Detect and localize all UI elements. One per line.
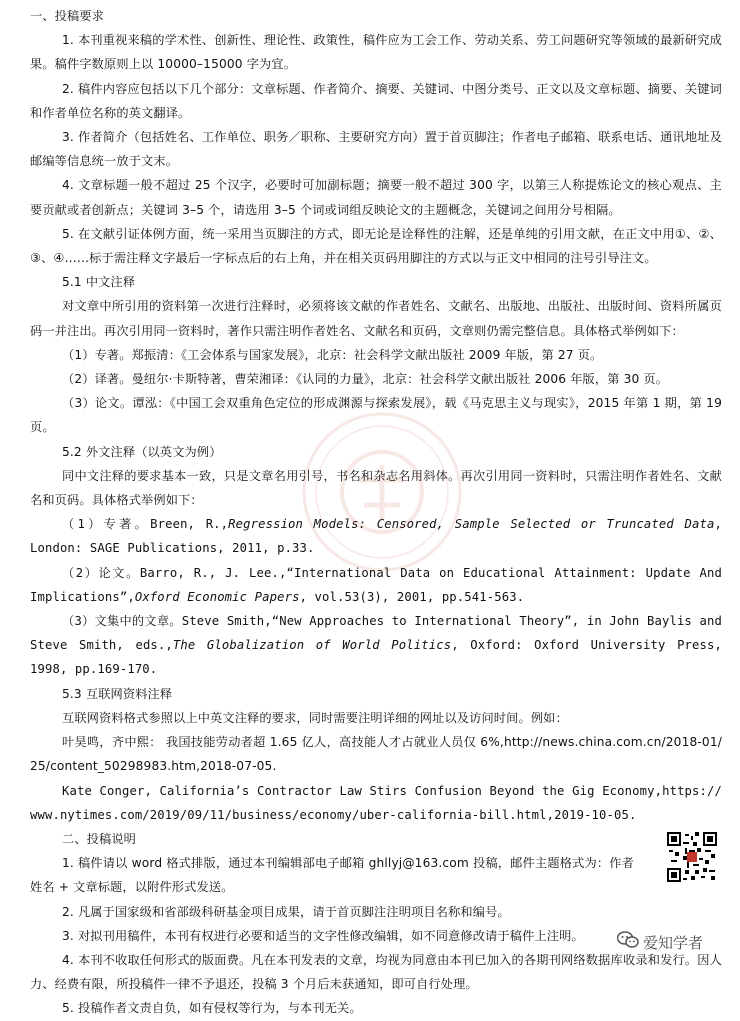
example-en-3-title: The Globalization of World Politics [172,638,452,653]
paragraph-5-3: 互联网资料格式参照以上中英文注释的要求，同时需要注明详细的网址以及访问时间。例如： [62,710,568,725]
subheading-5-2: 5.2 外文注释（以英文为例） [62,444,222,459]
paragraph-2-1: 1. 稿件请以 word 格式排版，通过本刊编辑部电子邮箱 ghllyj@163.com 投稿，邮件主题格式为：作者姓名 + 文章标题，以附件形式发送。 [30,856,634,895]
example-zh-1: （1）专著。郑振清：《工会体系与国家发展》，北京：社会科学文献出版社 2009 年版，第 27 页。 [62,347,603,362]
paragraph-5: 5. 在文献引证体例方面，统一采用当页脚注的方式，即无论是诠释性的注解，还是单纯的引用文献，在正文中用①、②、③、④……标于需注释文字最后一字标点后的右上角，并在相关页码用脚注的方式以与正文中相同的注号引导注文。 [30,226,722,266]
example-en-2-b: , vol.53(3), 2001, pp.541-563. [299,589,525,604]
paragraph-2-2: 2. 凡属于国家级和省部级科研基金项目成果，请于首页脚注注明项目名称和编号。 [62,904,510,919]
example-en-3-b: , Oxford: Oxford University Press, 1998, pp.169-170. [30,638,722,677]
example-web-2: Kate Conger, California’s Contractor Law Stirs Confusion Beyond the Gig Economy,https://www.nytimes.com/2019/09/11/business/economy/uber-california-bill.html,2019-10-05. [30,783,722,822]
paragraph-5-2: 同中文注释的要求基本一致，只是文章名用引号，书名和杂志名用斜体。再次引用同一资料时，只需注明作者姓名、文献名和页码。具体格式举例如下： [30,468,722,508]
wechat-account-name: 爱知学者 [643,933,704,952]
paragraph-2-5: 5. 投稿作者文责自负，如有侵权等行为，与本刊无关。 [62,1001,362,1016]
example-en-1-title: Regression Models: Censored, Sample Selected or Truncated Data [228,517,715,532]
subheading-5-1: 5.1 中文注释 [62,275,136,290]
example-zh-3: （3）论文。谭泓：《中国工会双重角色定位的形成渊源与探索发展》，载《马克思主义与现实》，2015 年第 1 期，第 19 页。 [30,396,722,435]
paragraph-1: 1. 本刊重视来稿的学术性、创新性、理论性、政策性，稿件应为工会工作、劳动关系、劳工问题研究等领域的最新研究成果。稿件字数原则上以 10000–15000 字为宜。 [30,33,722,72]
example-en-2-title: Oxford Economic Papers [134,589,300,604]
paragraph-4: 4. 文章标题一般不超过 25 个汉字，必要时可加副标题；摘要一般不超过 300 字，以第三人称提炼论文的核心观点、主要贡献或者创新点；关键词 3–5 个，请选用 3–5 个词或词组反映论文的主题概念，关键词之间用分号相隔。 [30,178,722,217]
example-en-1-a: （1）专著。Breen, R., [62,517,229,532]
subheading-5-3: 5.3 互联网资料注释 [62,686,173,701]
wechat-source [617,930,703,954]
example-zh-2: （2）译著。曼纽尔·卡斯特著，曹荣湘译：《认同的力量》，北京：社会科学文献出版社 2006 年版，第 30 页。 [62,372,669,387]
example-en-3 [30,609,722,682]
seal-watermark [300,410,465,575]
example-web-1: 叶昊鸣，齐中熙： 我国技能劳动者超 1.65 亿人，高技能人才占就业人员仅 6%,http://news.china.com.cn/2018-01/25/content_50298983.htm,2018-07-05. [30,735,722,774]
wechat-icon [617,931,639,953]
paragraph-2-4: 4. 本刊不收取任何形式的版面费。凡在本刊发表的文章，均视为同意由本刊已加入的各期刊网络数据库收录和发行。因人力、经费有限，所投稿件一律不予退还，投稿 3 个月后未获通知，即可自行处理。 [30,952,722,992]
section-heading-1: 一、投稿要求 [30,9,105,23]
paragraph-5-1: 对文章中所引用的资料第一次进行注释时，必须将该文献的作者姓名、文献名、出版地、出版社、出版时间、资料所属页码一并注出。再次引用同一资料时，著作只需注明作者姓名、文献名和页码，文章则仍需完整信息。具体格式举例如下： [30,299,722,338]
example-en-3-a: （3）文集中的文章。Steve Smith,“New Approaches to International Theory”, in John Baylis and Steve Smith, eds., [30,614,722,653]
example-en-2-a: （2）论文。Barro, R., J. Lee.,“International Data on Educational Attainment: Update And Implications”, [30,565,722,604]
section-heading-2: 二、投稿说明 [62,831,137,846]
paragraph-2: 2. 稿件内容应包括以下几个部分：文章标题、作者简介、摘要、关键词、中图分类号、正文以及文章标题、摘要、关键词和作者单位名称的英文翻译。 [30,81,722,120]
example-en-1-b: , London: SAGE Publications, 2011, p.33. [30,517,722,556]
paragraph-3: 3. 作者简介（包括姓名、工作单位、职务／职称、主要研究方向）置于首页脚注；作者电子邮箱、联系电话、通讯地址及邮编等信息统一放于文末。 [30,130,722,169]
paragraph-2-3: 3. 对拟刊用稿件，本刊有权进行必要和适当的文字性修改编辑，如不同意修改请于稿件上注明。 [62,928,584,943]
qr-code-icon [667,832,717,882]
